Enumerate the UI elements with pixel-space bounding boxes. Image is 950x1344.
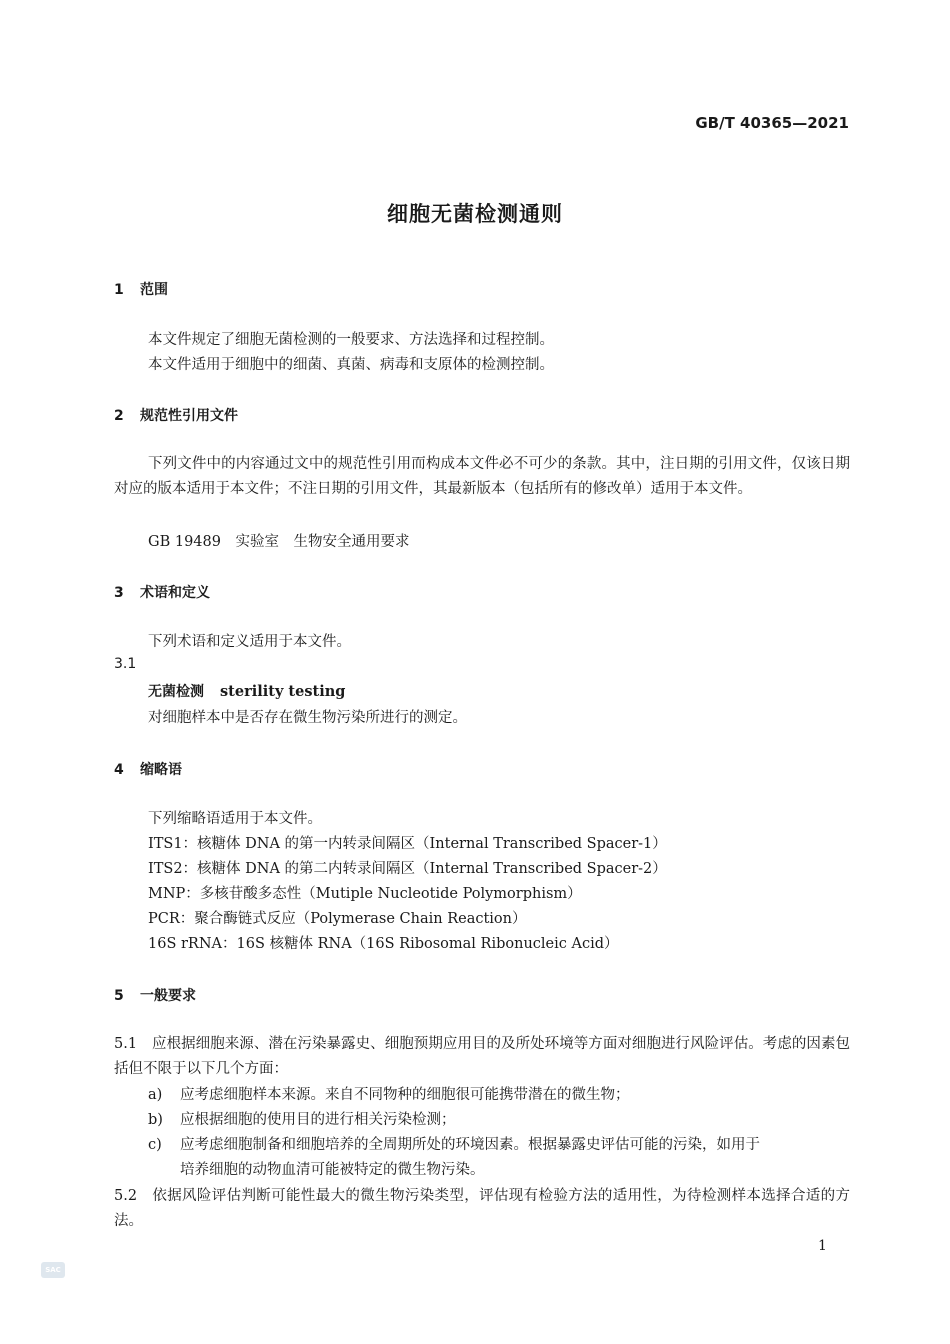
list-label: b): [148, 1112, 163, 1128]
section-4-heading: [114, 759, 182, 779]
section-1-paragraph-1: 本文件规定了细胞无菌检测的一般要求、方法选择和过程控制。: [148, 332, 554, 348]
page-number: 1: [818, 1238, 827, 1254]
section-number: 1: [114, 282, 124, 298]
section-number: 5: [114, 988, 124, 1004]
term-english: sterility testing: [220, 683, 346, 700]
list-text: 应考虑细胞制备和细胞培养的全周期所处的环境因素。根据暴露史评估可能的污染，如用于: [180, 1137, 760, 1153]
section-4-intro: 下列缩略语适用于本文件。: [148, 811, 322, 827]
abbreviation-item: ITS1：核糖体 DNA 的第一内转录间隔区（Internal Transcribed Spacer-1）: [148, 836, 667, 852]
term-definition: 对细胞样本中是否存在微生物污染所进行的测定。: [148, 710, 467, 726]
section-title: 缩略语: [140, 762, 182, 778]
list-item-c: [148, 1133, 760, 1154]
section-5-heading: [114, 985, 196, 1005]
abbreviation-item: MNP：多核苷酸多态性（Mutiple Nucleotide Polymorphism）: [148, 886, 582, 902]
clause-text: 依据风险评估判断可能性最大的微生物污染类型，评估现有检验方法的适用性，为待检测样本选择合适的方法。: [114, 1188, 850, 1229]
list-item-b: [148, 1108, 456, 1129]
term-chinese: 无菌检测: [148, 684, 204, 700]
section-1-paragraph-2: 本文件适用于细胞中的细菌、真菌、病毒和支原体的检测控制。: [148, 357, 554, 373]
section-1-heading: [114, 279, 168, 299]
abbreviation-item: PCR：聚合酶链式反应（Polymerase Chain Reaction）: [148, 911, 527, 927]
clause-text: 应根据细胞来源、潜在污染暴露史、细胞预期应用目的及所处环境等方面对细胞进行风险评估。考虑的因素包括但不限于以下几个方面：: [114, 1036, 850, 1077]
section-2-heading: [114, 405, 238, 425]
normative-reference: GB 19489 实验室 生物安全通用要求: [148, 534, 410, 550]
standard-number: GB/T 40365—2021: [695, 114, 849, 132]
document-title: 细胞无菌检测通则: [387, 202, 563, 226]
clause-number: 5.2: [114, 1188, 138, 1204]
section-2-paragraph: 下列文件中的内容通过文中的规范性引用而构成本文件必不可少的条款。其中，注日期的引用文件，仅该日期对应的版本适用于本文件；不注日期的引用文件，其最新版本（包括所有的修改单）适用于本文件。: [114, 456, 850, 497]
clause-5-2: [114, 1184, 850, 1234]
section-3-heading: [114, 582, 210, 602]
term-number: 3.1: [114, 656, 137, 672]
abbreviation-item: ITS2：核糖体 DNA 的第二内转录间隔区（Internal Transcribed Spacer-2）: [148, 861, 667, 877]
list-text: 应根据细胞的使用目的进行相关污染检测；: [180, 1112, 456, 1128]
section-number: 2: [114, 408, 124, 424]
section-title: 一般要求: [140, 988, 196, 1004]
list-text: 应考虑细胞样本来源。来自不同物种的细胞很可能携带潜在的微生物；: [180, 1087, 630, 1103]
section-title: 规范性引用文件: [140, 408, 238, 424]
list-label: c): [148, 1137, 162, 1153]
clause-number: 5.1: [114, 1036, 138, 1052]
section-number: 3: [114, 585, 124, 601]
term-entry: [148, 681, 345, 701]
section-3-intro: 下列术语和定义适用于本文件。: [148, 634, 351, 650]
clause-5-1: [114, 1032, 850, 1082]
section-title: 范围: [140, 282, 168, 298]
list-label: a): [148, 1087, 163, 1103]
sac-logo-icon: SAC: [41, 1262, 65, 1278]
section-title: 术语和定义: [140, 585, 210, 601]
list-item-a: [148, 1083, 630, 1104]
section-number: 4: [114, 762, 124, 778]
list-item-c-continuation: 培养细胞的动物血清可能被特定的微生物污染。: [180, 1162, 485, 1178]
abbreviation-item: 16S rRNA：16S 核糖体 RNA（16S Ribosomal Ribonucleic Acid）: [148, 936, 619, 952]
